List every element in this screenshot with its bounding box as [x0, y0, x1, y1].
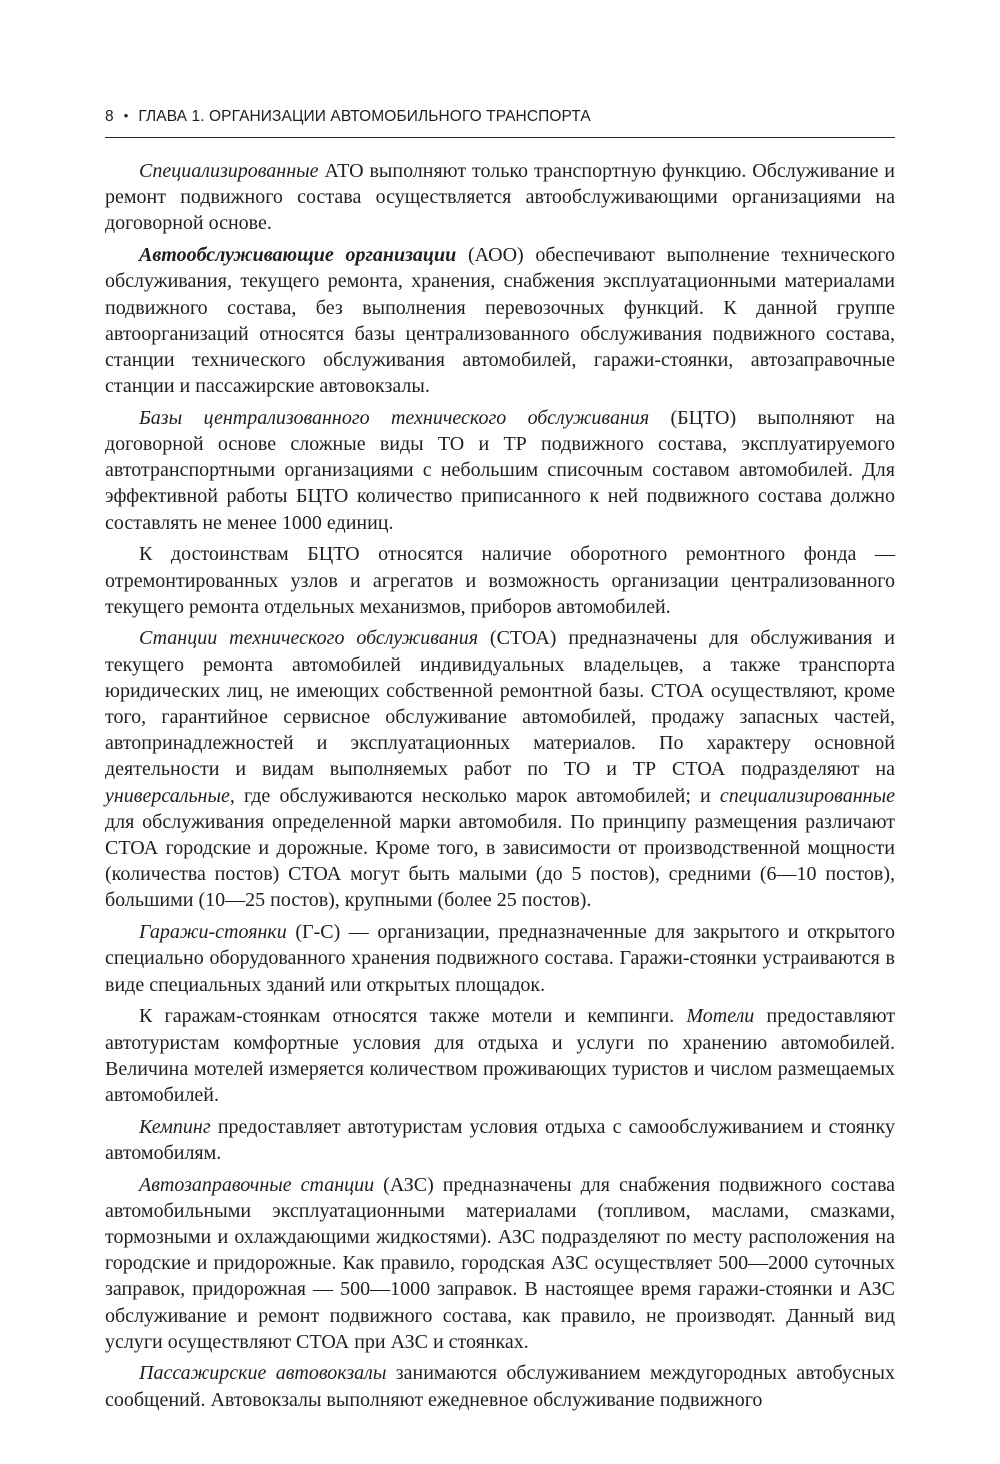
term-universal: универсальные — [105, 784, 230, 807]
term-azs: Автозаправочные станции — [139, 1173, 375, 1196]
term-specialized: Специализированные — [139, 160, 319, 182]
paragraph-motels: К гаражам-стоянкам относятся также мотели и кемпинги. Мотели предоставляют автотуристам комфортные условия для отдыха и услуги по хранению автомобилей. Величина мотелей измеряется количеством проживающих туристов и числом размещаемых автомобилей. — [105, 1005, 895, 1106]
term-garages: Гаражи-стоянки — [139, 921, 287, 944]
paragraph-bus-stations: Пассажирские автовокзалы занимаются обслуживанием междугородных автобусных сообщений. Автовокзалы выполняют ежедневное обслуживание подвижного — [105, 1362, 895, 1411]
paragraph-specialized-ato: Специализированные АТО выполняют только транспортную функцию. Обслуживание и ремонт подвижного состава осуществляется автообслуживающими организациями на договорной основе. — [105, 160, 895, 235]
term-bcto: Базы централизованного технического обслуживания — [139, 406, 650, 429]
paragraph-camping: Кемпинг предоставляет автотуристам условия отдыха с самообслуживанием и стоянку автомобилям. — [105, 1115, 895, 1164]
paragraph-aoo: Автообслуживающие организации (АОО) обеспечивают выполнение технического обслуживания, текущего ремонта, хранения, снабжения эксплуатационными материалами подвижного состава, без выполнения перевозочных функций. К данной группе автоорганизаций относятся базы централизованного обслуживания подвижного состава, станции технического обслуживания автомобилей, гаражи-стоянки, автозаправочные станции и пассажирские автовокзалы. — [105, 244, 895, 398]
running-head — [105, 108, 895, 126]
term-aoo: Автообслуживающие организации — [139, 244, 457, 267]
term-stoa: Станции технического обслуживания — [139, 627, 478, 650]
term-motels: Мотели — [686, 1005, 755, 1028]
body-text — [105, 158, 895, 1418]
paragraph-bcto: Базы централизованного технического обслуживания (БЦТО) выполняют на договорной основе сложные виды ТО и ТР подвижного состава, эксплуатируемого автотранспортными организациями с небольшим списочным составом автомобилей. Для эффективной работы БЦТО количество приписанного к ней подвижного состава должно составлять не менее 1000 единиц. — [105, 406, 895, 534]
term-specialized-stoa: специализированные — [719, 784, 895, 807]
chapter-title: ГЛАВА 1. ОРГАНИЗАЦИИ АВТОМОБИЛЬНОГО ТРАНСПОРТА — [138, 108, 591, 125]
header-rule — [105, 137, 895, 138]
paragraph-garages: Гаражи-стоянки (Г-С) — организации, предназначенные для закрытого и открытого специально оборудованного хранения подвижного состава. Гаражи-стоянки устраиваются в виде специальных зданий или открытых площадок. — [105, 921, 895, 996]
paragraph-azs: Автозаправочные станции (АЗС) предназначены для снабжения подвижного состава автомобильными эксплуатационными материалами (топливом, маслами, смазками, тормозными и охлаждающими жидкостями). АЗС подразделяют по месту расположения на городские и придорожные. Как правило, городская АЗС осуществляет 500—2000 суточных заправок, придорожная — 500—1000 заправок. В настоящее время гаражи-стоянки и АЗС обслуживание и ремонт подвижного состава, как правило, не производят. Данный вид услуги осуществляют СТОА при АЗС и стоянках. — [105, 1173, 895, 1353]
page-number: 8 — [105, 108, 114, 125]
bullet-separator: • — [123, 108, 129, 123]
term-camping: Кемпинг — [139, 1115, 211, 1138]
paragraph-stoa: Станции технического обслуживания (СТОА) предназначены для обслуживания и текущего ремонта автомобилей индивидуальных владельцев, а также транспорта юридических лиц, не имеющих собственной ремонтной базы. СТОА осуществляют, кроме того, гарантийное сервисное обслуживание автомобилей, продажу запасных частей, автопринадлежностей и эксплуатационных материалов. По характеру основной деятельности и видам выполняемых работ по ТО и ТР СТОА подразделяют на универсальные, где обслуживаются несколько марок автомобилей; и специализированные для обслуживания определенной марки автомобиля. По принципу размещения различают СТОА городские и дорожные. Кроме того, в зависимости от производственной мощности (количества постов) СТОА могут быть малыми (до 5 постов), средними (6—10 постов), большими (10—25 постов), крупными (более 25 постов). — [105, 627, 895, 912]
paragraph-bcto-advantages: К достоинствам БЦТО относятся наличие оборотного ремонтного фонда — отремонтированных узлов и агрегатов и возможность организации централизованного текущего ремонта отдельных механизмов, приборов автомобилей. — [105, 543, 895, 618]
term-bus-stations: Пассажирские автовокзалы — [139, 1362, 387, 1385]
